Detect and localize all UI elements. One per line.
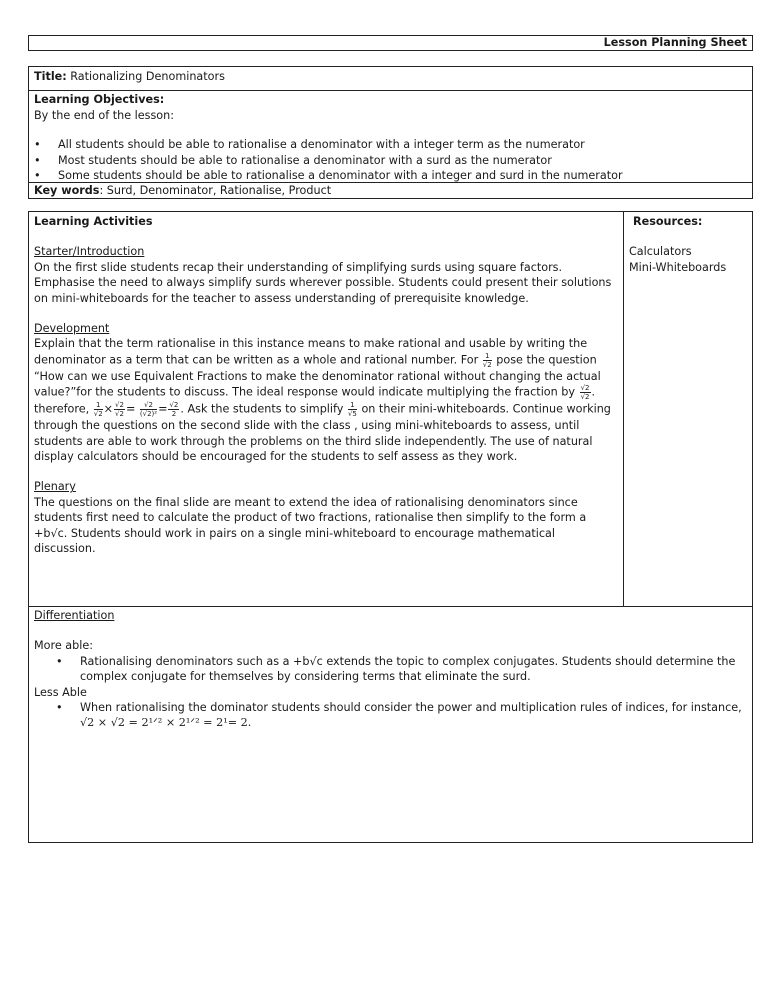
plenary-heading: Plenary (34, 480, 76, 494)
lesson-info-table (28, 66, 753, 199)
keywords-row (29, 183, 752, 200)
more-able-item: • Rationalising denominators such as a +b√c extends the topic to complex conjugates. Students should determine the complex conjugate for themselves by considering terms that eliminate the surd. (56, 654, 747, 685)
header-title: Lesson Planning Sheet (603, 36, 747, 49)
resources-column (624, 212, 752, 606)
differentiation-heading: Differentiation (34, 609, 115, 622)
keywords-value: : Surd, Denominator, Rationalise, Product (99, 184, 332, 197)
development-heading: Development (34, 322, 110, 336)
resources-heading: Resources: (633, 215, 703, 228)
starter-heading: Starter/Introduction (34, 245, 145, 259)
objectives-heading: Learning Objectives: (34, 93, 165, 106)
less-able-math: √2 × √2 = 2¹ᐟ² × 2¹ᐟ² = 2¹= 2. (80, 716, 252, 730)
dev-text-4: . Ask the students to simplify (180, 402, 344, 416)
dev-text-2: pose the question “How can we use Equivalent Fractions to make the denominator rational without changing the actual value?”for the students to discuss. The ideal response would indicate multiplying the fraction by (34, 353, 601, 399)
dev-text-3: . therefore, (34, 385, 596, 416)
activities-heading: Learning Activities (34, 215, 153, 228)
title-row (29, 67, 752, 91)
objectives-list (34, 137, 747, 184)
objectives-intro: By the end of the lesson: (34, 108, 175, 122)
resource-item: Mini-Whiteboards (629, 260, 727, 274)
differentiation-section (29, 606, 752, 842)
objectives-row (29, 91, 752, 183)
objective-item: • Most students should be able to rationalise a denominator with a surd as the numerator (34, 153, 747, 169)
less-able-list (34, 700, 747, 731)
more-able-label: More able: (34, 639, 94, 653)
starter-text: On the first slide students recap their understanding of simplifying surds using square factors. Emphasise the need to always simplify surds wherever possible. Students could present their solutions on mini-whiteboards for the teacher to assess understanding of prerequisite knowledge. (34, 260, 612, 305)
fraction-d: $\frac{√2}{2}$ (169, 401, 179, 419)
less-able-text: When rationalising the dominator students should consider the power and multiplication rules of indices, for instance, (80, 701, 742, 715)
fraction-root2-over-root2: $\frac{√2}{√2}$ (580, 384, 590, 402)
fraction-1-over-root2: $\frac{1}{√2}$ (482, 351, 492, 369)
fraction-1-over-root5: $\frac{1}{√5}$ (347, 401, 357, 419)
title-value: Rationalizing Denominators (66, 70, 225, 83)
activities-table (28, 211, 753, 843)
objective-item: • All students should be able to rationalise a denominator with a integer term as the numerator (34, 137, 747, 153)
fraction-b: $\frac{√2}{√2}$ (115, 401, 124, 419)
page-header (28, 35, 753, 51)
keywords-label: Key words (34, 184, 100, 197)
activities-column (29, 212, 624, 606)
more-able-list (34, 654, 747, 685)
fraction-c: $\frac{√2}{\text{(√2)²}}$ (139, 401, 158, 419)
less-able-label: Less Able (34, 685, 87, 699)
resource-item: Calculators (629, 245, 692, 259)
development-text: Explain that the term rationalise in this instance means to make rational and usable by writing the denominator as a term that can be written as a whole and rational number. For $\frac{1}{√2}$ pose the question “How can we use Equivalent Fractions to make the denominator rational without changing the actual value?”for the students to discuss. The ideal response would indicate multiplying the fraction by $\frac{√2}{√2}$ . therefore, $\frac{1}{√2}$ × $\frac{√2}{√2}$ = $\frac{√2}{\text{(√2)²}}$ = $\frac{√2}{2}$ . Ask the students to simplify $\frac{1}{√5}$ on their mini-whiteboards. Continue working through the questions on the second slide with the class , using mini-whiteboards to assess, until students are able to work through the problems on the third slide independently. The use of natural display calculators should be encouraged for the students to self assess as they work. (34, 337, 611, 464)
dev-text-1: Explain that the term rationalise in this instance means to make rational and usable by writing the denominator as a term that can be written as a whole and rational number. For (34, 337, 588, 367)
dev-text-5: on their mini-whiteboards. Continue working through the questions on the second slide with the class , using mini-whiteboards to assess, until students are able to work through the problems on the third slide independently. The use of natural display calculators should be encouraged for the students to self assess as they work. (34, 402, 611, 464)
less-able-item (56, 700, 747, 731)
plenary-text: The questions on the final slide are meant to extend the idea of rationalising denominators since students first need to calculate the product of two fractions, rationalise then simplify to the form a +b√c. Students should work in pairs on a single mini-whiteboard to encourage mathematical discussion. (34, 495, 587, 556)
title-label: Title: (34, 70, 67, 83)
objective-item: • Some students should be able to rationalise a denominator with a integer and surd in the numerator (34, 168, 747, 184)
fraction-a: $\frac{1}{√2}$ (93, 401, 103, 419)
